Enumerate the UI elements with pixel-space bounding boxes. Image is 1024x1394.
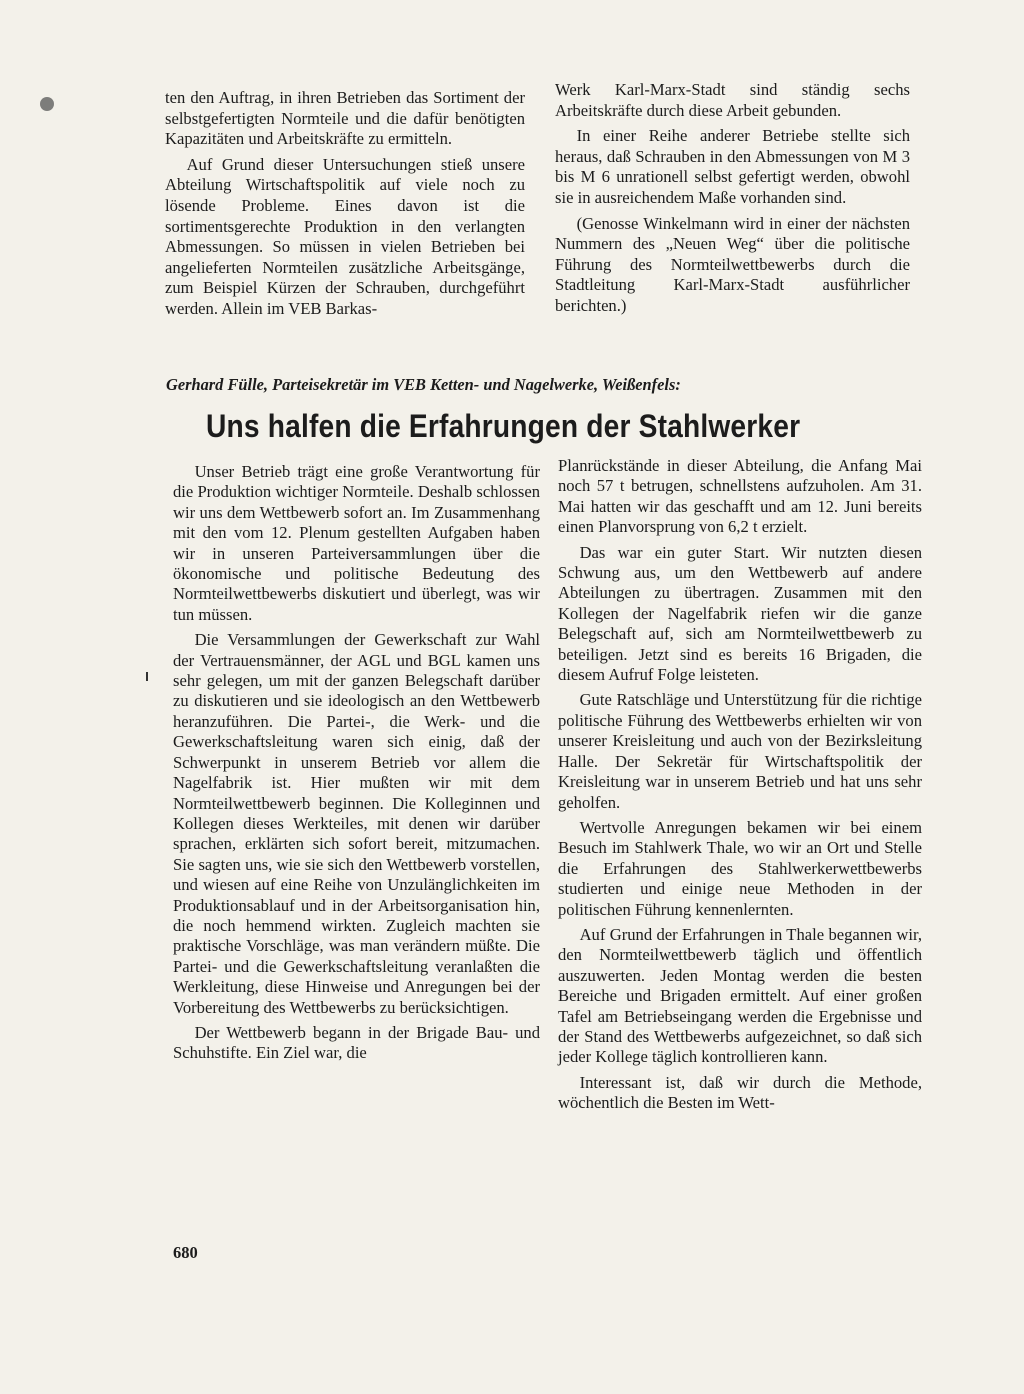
paragraph: Planrückstände in dieser Abteilung, die Anfang Mai noch 57 t betrugen, schnellstens aufzuholen. Am 31. Mai hatten wir das geschafft und am 12. Juni bereits einen Planvorsprung von 6,2 t erzielt. — [558, 456, 922, 537]
paragraph: Die Versammlungen der Gewerkschaft zur Wahl der Vertrauensmänner, der AGL und BGL kamen uns sehr gelegen, um mit der ganzen Belegschaft darüber zu diskutieren und sie ideologisch an den Wettbewerb heranzuführen. Die Partei-, die Werk- und die Gewerkschaftsleitung waren sich einig, daß der Schwerpunkt in unserem Betrieb vor allem die Nagelfabrik ist. Hier mußten wir mit dem Normteilwettbewerb beginnen. Die Kolleginnen und Kollegen dieses Werkteiles, mit denen wir darüber sprachen, erklärten sich sofort bereit, mitzumachen. Sie sagten uns, wie sie sich den Wettbewerb vorstellen, und wiesen auf eine Reihe von Unzulänglichkeiten im Produktionsablauf und in der Arbeitsorganisation hin, die noch hemmend wirkten. Zugleich machten sie praktische Vorschläge, was man verändern müßte. Die Partei- und die Gewerkschaftsleitung veranlaßten die Werkleitung, diese Hinweise und Anregungen bei der Vorbereitung des Wettbewerbs zu berücksichtigen. — [173, 630, 540, 1017]
paragraph: Auf Grund der Erfahrungen in Thale begannen wir, den Normteilwettbewerb täglich und öffentlich auszuwerten. Jeden Montag werden die besten Bereiche und Brigaden ermittelt. Auf einer großen Tafel am Betriebseingang werden die Ergebnisse und der Stand des Wettbewerbs aufgezeichnet, so daß sich jeder Kollege täglich kontrollieren kann. — [558, 924, 922, 1067]
paragraph: In einer Reihe anderer Betriebe stellte sich heraus, daß Schrauben in den Abmessungen von M 3 bis M 6 unrationell selbst gefertigt werden, obwohl sie in ausreichendem Maße vorhanden sind. — [555, 126, 910, 207]
article-right-column — [558, 456, 922, 1114]
paragraph: Wertvolle Anregungen bekamen wir bei einem Besuch im Stahlwerk Thale, wo wir an Ort und Stelle die Erfahrungen des Stahlwerkerwettbewerbs studierten und einige neue Methoden in der politischen Führung kennenlernten. — [558, 817, 922, 919]
paragraph: Gute Ratschläge und Unterstützung für die richtige politische Führung des Wettbewerbs erhielten wir von unserer Kreisleitung und auch von der Bezirksleitung Halle. Der Sekretär für Wirtschaftspolitik der Kreisleitung war in unserem Betrieb und hat uns sehr geholfen. — [558, 690, 922, 812]
paragraph: (Genosse Winkelmann wird in einer der nächsten Nummern des „Neuen Weg“ über die politische Führung des Normteilwettbewerbs durch die Stadtleitung Karl-Marx-Stadt ausführlicher berichten.) — [555, 213, 910, 315]
paragraph: Interessant ist, daß wir durch die Methode, wöchentlich die Besten im Wett- — [558, 1072, 922, 1113]
scan-blot-mark — [40, 97, 54, 111]
paragraph: Auf Grund dieser Untersuchungen stieß unsere Abteilung Wirtschaftspolitik auf viele noch zu lösende Probleme. Eines davon ist die sortimentsgerechte Produktion in den verlangten Abmessungen. So müssen in vielen Betrieben bei angelieferten Normteilen zusätzliche Arbeitsgänge, zum Beispiel Kürzen der Schrauben, durchgeführt werden. Allein im VEB Barkas- — [165, 154, 525, 318]
top-right-column — [555, 80, 910, 317]
top-left-column — [165, 88, 525, 320]
page-number: 680 — [173, 1243, 198, 1262]
paragraph: Das war ein guter Start. Wir nutzten diesen Schwung aus, um den Wettbewerb auf andere Abteilungen zu übertragen. Zusammen mit den Kollegen der Nagelfabrik riefen wir die ganze Belegschaft auf, sich am Normteilwettbewerb zu beteiligen. Jetzt sind es bereits 16 Brigaden, die diesem Aufruf Folge leisteten. — [558, 542, 922, 685]
margin-tick-mark — [146, 672, 148, 681]
paragraph: Der Wettbewerb begann in der Brigade Bau- und Schuhstifte. Ein Ziel war, die — [173, 1022, 540, 1063]
paragraph: Werk Karl-Marx-Stadt sind ständig sechs Arbeitskräfte durch diese Arbeit gebunden. — [555, 80, 910, 120]
author-byline: Gerhard Fülle, Parteisekretär im VEB Ketten- und Nagelwerke, Weißenfels: — [166, 375, 681, 394]
article-left-column — [173, 462, 540, 1064]
paragraph: ten den Auftrag, in ihren Betrieben das Sortiment der selbstgefertigten Normteile und die dafür benötigten Kapazitäten und Arbeitskräfte zu ermitteln. — [165, 88, 525, 149]
article-headline: Uns halfen die Erfahrungen der Stahlwerker — [206, 408, 801, 444]
paragraph: Unser Betrieb trägt eine große Verantwortung für die Produktion wichtiger Normteile. Deshalb schlossen wir uns dem Wettbewerb sofort an. Im Zusammenhang mit den vom 12. Plenum gestellten Aufgaben haben wir in unseren Parteiversammlungen über die ökonomische und politische Bedeutung des Normteilwettbewerbs diskutiert und überlegt, was wir tun müssen. — [173, 462, 540, 624]
